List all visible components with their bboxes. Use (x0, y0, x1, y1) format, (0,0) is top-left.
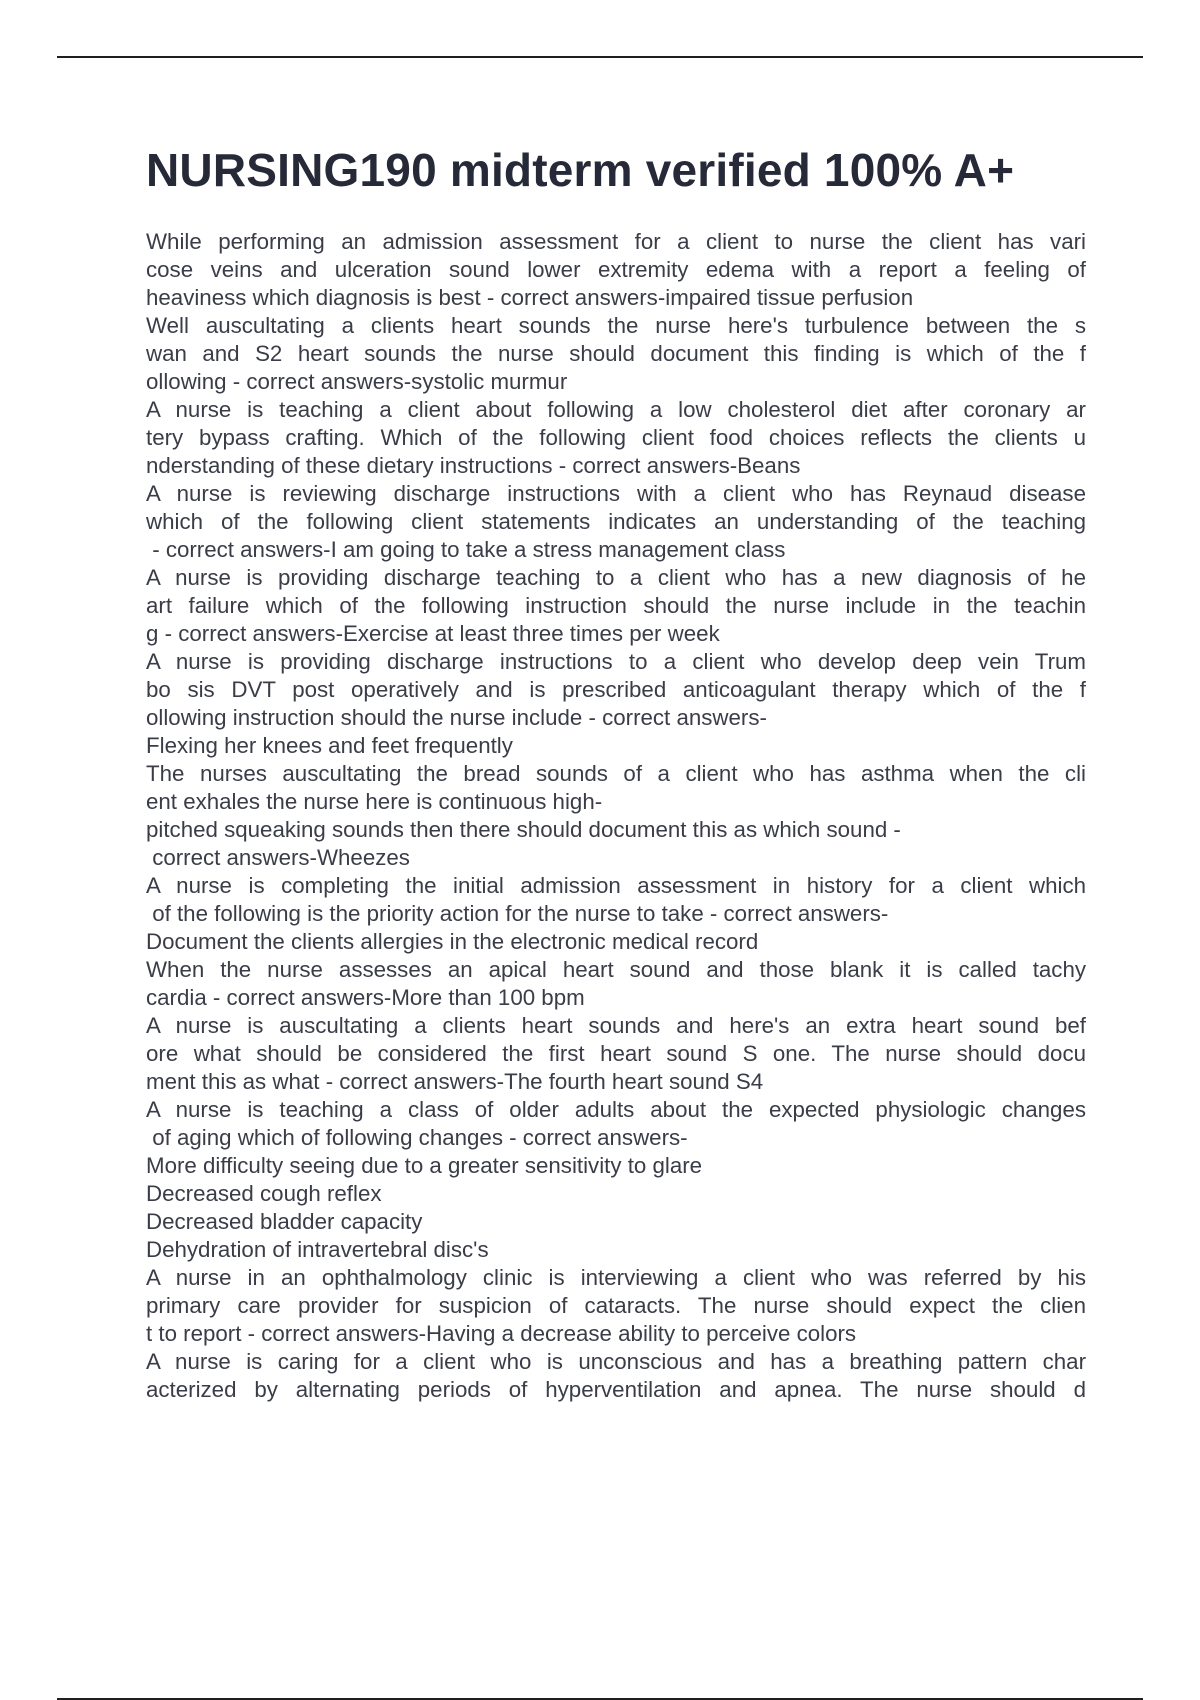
text-line: The nurses auscultating the bread sounds of a client who has asthma when the cli (146, 761, 1086, 786)
document-body (146, 228, 1086, 1404)
text-line: While performing an admission assessment for a client to nurse the client has vari (146, 229, 1086, 254)
text-line: A nurse is caring for a client who is unconscious and has a breathing pattern char (146, 1349, 1086, 1374)
text-line: cose veins and ulceration sound lower extremity edema with a report a feeling of (146, 257, 1086, 282)
text-line: acterized by alternating periods of hyperventilation and apnea. The nurse should d (146, 1377, 1086, 1402)
text-line: A nurse is providing discharge teaching to a client who has a new diagnosis of he (146, 565, 1086, 590)
text-line: cardia - correct answers-More than 100 bpm (146, 985, 585, 1010)
text-line: heaviness which diagnosis is best - correct answers-impaired tissue perfusion (146, 285, 914, 310)
top-divider (57, 56, 1143, 58)
text-line: wan and S2 heart sounds the nurse should document this finding is which of the f (146, 341, 1086, 366)
text-line: which of the following client statements indicates an understanding of the teaching (146, 509, 1086, 534)
page-title: NURSING190 midterm verified 100% A+ (146, 144, 1015, 196)
text-line: A nurse is reviewing discharge instructions with a client who has Reynaud disease (146, 481, 1086, 506)
text-line: bo sis DVT post operatively and is prescribed anticoagulant therapy which of the f (146, 677, 1086, 702)
text-line: A nurse is completing the initial admission assessment in history for a client which (146, 873, 1086, 898)
text-line: Well auscultating a clients heart sounds the nurse here's turbulence between the s (146, 313, 1086, 338)
text-line: More difficulty seeing due to a greater sensitivity to glare (146, 1153, 703, 1178)
text-line: primary care provider for suspicion of cataracts. The nurse should expect the clien (146, 1293, 1086, 1318)
text-line: Decreased bladder capacity (146, 1209, 423, 1234)
text-line: A nurse is teaching a client about following a low cholesterol diet after coronary ar (146, 397, 1086, 422)
text-line: When the nurse assesses an apical heart sound and those blank it is called tachy (146, 957, 1086, 982)
text-line: ore what should be considered the first heart sound S one. The nurse should docu (146, 1041, 1086, 1066)
text-line: A nurse in an ophthalmology clinic is interviewing a client who was referred by his (146, 1265, 1086, 1290)
text-line: art failure which of the following instruction should the nurse include in the teachin (146, 593, 1086, 618)
text-line: pitched squeaking sounds then there should document this as which sound - (146, 817, 901, 842)
text-line: nderstanding of these dietary instructions - correct answers-Beans (146, 453, 801, 478)
text-line: ollowing - correct answers-systolic murmur (146, 369, 568, 394)
text-line: Document the clients allergies in the electronic medical record (146, 929, 759, 954)
text-line: g - correct answers-Exercise at least three times per week (146, 621, 720, 646)
text-line: of the following is the priority action for the nurse to take - correct answers- (146, 901, 889, 926)
text-line: Dehydration of intravertebral disc's (146, 1237, 489, 1262)
text-line: Decreased cough reflex (146, 1181, 382, 1206)
text-line: t to report - correct answers-Having a decrease ability to perceive colors (146, 1321, 857, 1346)
text-line: A nurse is teaching a class of older adults about the expected physiologic changes (146, 1097, 1086, 1122)
text-line: correct answers-Wheezes (146, 845, 410, 870)
text-line: ollowing instruction should the nurse include - correct answers- (146, 705, 767, 730)
text-line: Flexing her knees and feet frequently (146, 733, 513, 758)
text-line: ment this as what - correct answers-The fourth heart sound S4 (146, 1069, 764, 1094)
text-line: A nurse is providing discharge instructions to a client who develop deep vein Trum (146, 649, 1086, 674)
text-line: of aging which of following changes - correct answers- (146, 1125, 688, 1150)
text-line: ent exhales the nurse here is continuous high- (146, 789, 603, 814)
text-line: - correct answers-I am going to take a stress management class (146, 537, 786, 562)
text-line: tery bypass crafting. Which of the following client food choices reflects the clients u (146, 425, 1086, 450)
text-line: A nurse is auscultating a clients heart sounds and here's an extra heart sound bef (146, 1013, 1086, 1038)
